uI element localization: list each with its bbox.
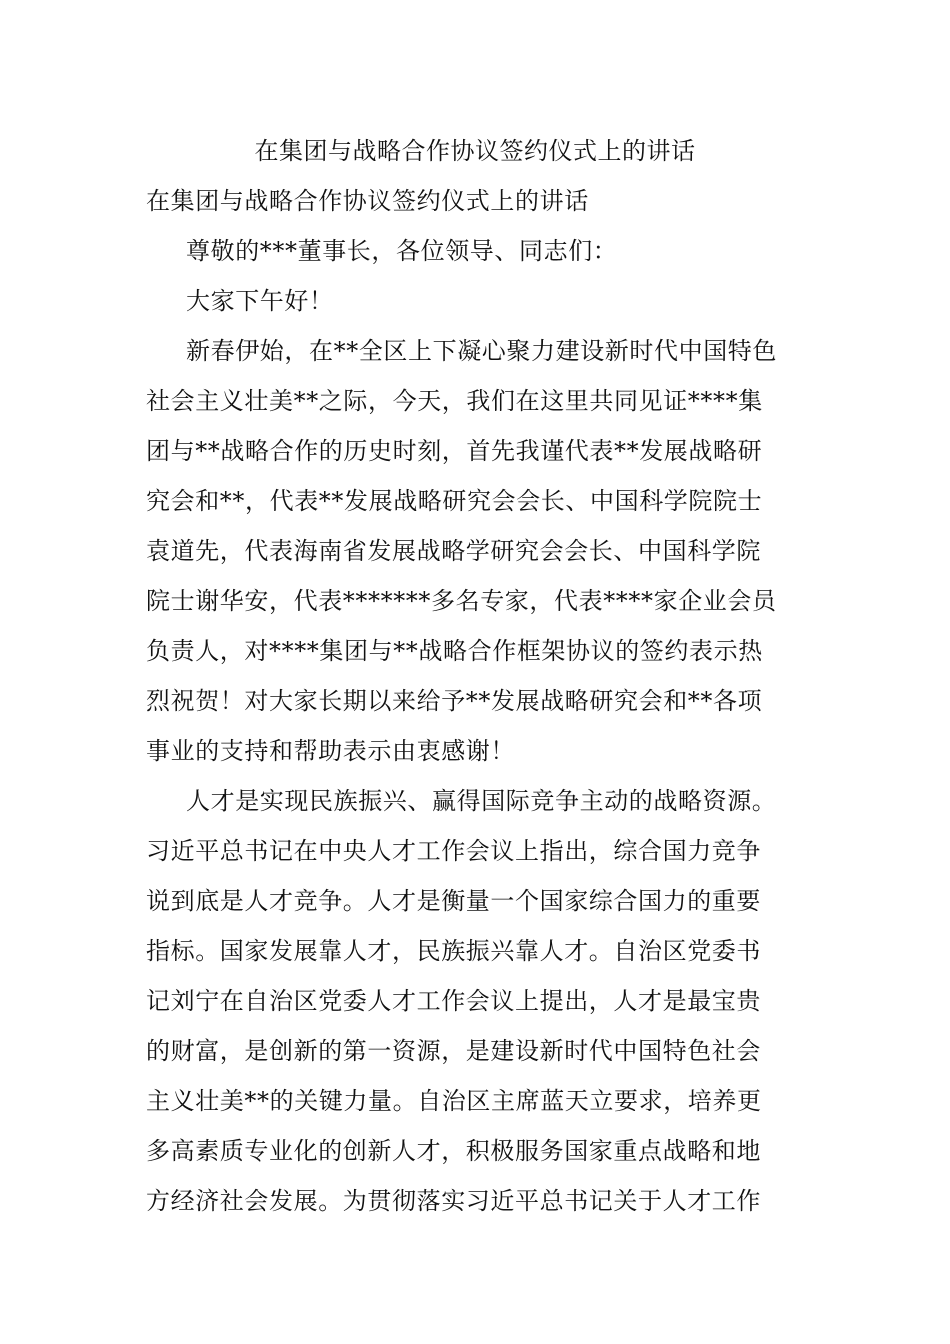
paragraph-line: 多高素质专业化的创新人才，积极服务国家重点战略和地 (146, 1137, 761, 1165)
salutation: 尊敬的***董事长，各位领导、同志们： (186, 237, 618, 265)
paragraph-line: 究会和**，代表**发展战略研究会会长、中国科学院院士 (146, 487, 763, 515)
paragraph-line: 烈祝贺！对大家长期以来给予**发展战略研究会和**各项 (146, 687, 763, 715)
paragraph-line: 人才是实现民族振兴、赢得国际竞争主动的战略资源。 (186, 787, 777, 815)
paragraph-line: 的财富，是创新的第一资源，是建设新时代中国特色社会 (146, 1037, 761, 1065)
paragraph-line: 院士谢华安，代表*******多名专家，代表****家企业会员 (146, 587, 777, 615)
paragraph-line: 袁道先，代表海南省发展战略学研究会会长、中国科学院 (146, 537, 761, 565)
paragraph-line: 习近平总书记在中央人才工作会议上指出，综合国力竞争 (146, 837, 761, 865)
document-title: 在集团与战略合作协议签约仪式上的讲话 (254, 137, 696, 165)
paragraph-line: 主义壮美**的关键力量。自治区主席蓝天立要求，培养更 (146, 1087, 762, 1115)
greeting: 大家下午好！ (186, 287, 334, 315)
paragraph-line: 社会主义壮美**之际，今天，我们在这里共同见证****集 (146, 387, 763, 415)
paragraph-line: 新春伊始，在**全区上下凝心聚力建设新时代中国特色 (186, 337, 777, 365)
document-subtitle: 在集团与战略合作协议签约仪式上的讲话 (146, 187, 589, 215)
paragraph-line: 记刘宁在自治区党委人才工作会议上提出，人才是最宝贵 (146, 987, 761, 1015)
paragraph-line: 团与**战略合作的历史时刻，首先我谨代表**发展战略研 (146, 437, 763, 465)
paragraph-line: 事业的支持和帮助表示由衷感谢！ (146, 737, 515, 765)
paragraph-line: 负责人，对****集团与**战略合作框架协议的签约表示热 (146, 637, 763, 665)
paragraph-line: 说到底是人才竞争。人才是衡量一个国家综合国力的重要 (146, 887, 761, 915)
paragraph-line: 方经济社会发展。为贯彻落实习近平总书记关于人才工作 (146, 1187, 761, 1215)
paragraph-line: 指标。国家发展靠人才，民族振兴靠人才。自治区党委书 (146, 937, 761, 965)
